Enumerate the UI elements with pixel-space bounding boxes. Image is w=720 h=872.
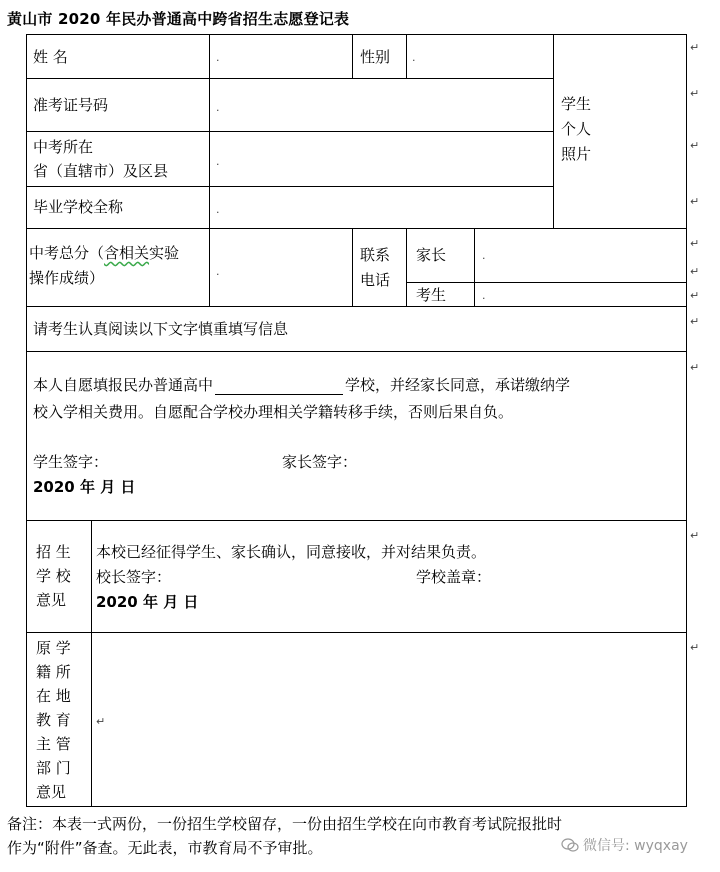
photo-label-line2: 个人 [561, 120, 592, 138]
gender-label: 性别 [360, 48, 391, 66]
province-label-line1: 中考所在 [33, 138, 94, 156]
origin-label: 原 学 籍 所 在 地 教 育 主 管 部 门 意见 [36, 639, 71, 801]
wechat-icon [561, 838, 579, 852]
province-label-line2: 省（直辖市）及区县 [33, 162, 169, 180]
parent-phone-label: 家长 [416, 246, 447, 264]
parent-sign-label: 家长签字： [282, 453, 358, 471]
notice-text: 请考生认真阅读以下文字慎重填写信息 [33, 320, 289, 338]
pledge-line1: 本人自愿填报民办普通高中 学校，并经家长同意，承诺缴纳学 [33, 376, 571, 394]
exam-id-label: 准考证号码 [33, 96, 109, 114]
pledge-line2: 校入学相关费用。自愿配合学校办理相关学籍转移手续，否则后果自负。 [33, 403, 514, 421]
parent-phone-input[interactable]: . [482, 249, 486, 262]
gender-input[interactable]: . [412, 51, 416, 64]
photo-label-line3: 照片 [561, 145, 592, 163]
school-input[interactable]: . [216, 203, 220, 216]
name-input[interactable]: . [216, 51, 220, 64]
student-phone-label: 考生 [416, 286, 447, 304]
name-label: 姓 名 [33, 48, 68, 66]
remark-line1: 备注：本表一式两份，一份招生学校留存，一份由招生学校在向市教育考试院报批时 [7, 815, 563, 833]
pledge-date: 2020 年 月 日 [33, 478, 136, 496]
school-blank[interactable] [215, 378, 343, 395]
principal-sign-label: 校长签字： [96, 568, 172, 586]
form-title: 黄山市 2020 年民办普通高中跨省招生志愿登记表 [7, 10, 350, 28]
exam-id-input[interactable]: . [216, 101, 220, 114]
score-label-line2: 操作成绩） [29, 269, 105, 287]
province-input[interactable]: . [216, 155, 220, 168]
remark-line2: 作为“附件”备查。无此表，市教育局不予审批。 [7, 839, 323, 857]
contact-label-line2: 电话 [360, 271, 391, 289]
school-seal-label: 学校盖章： [416, 568, 492, 586]
student-sign-label: 学生签字： [33, 453, 109, 471]
school-label: 毕业学校全称 [33, 198, 124, 216]
contact-label-line1: 联系 [360, 246, 391, 264]
student-phone-input[interactable]: . [482, 289, 486, 302]
score-label-line1: 中考总分（含相关实验 [29, 244, 180, 262]
admission-label: 招 生 学 校 意见 [36, 543, 71, 609]
admission-date: 2020 年 月 日 [96, 593, 199, 611]
origin-opinion-input[interactable]: ↵ [96, 715, 106, 728]
watermark: 微信号: wyqxay [561, 835, 688, 855]
photo-label-line1: 学生 [561, 95, 592, 113]
admission-statement: 本校已经征得学生、家长确认，同意接收，并对结果负责。 [96, 543, 487, 561]
score-input[interactable]: . [216, 265, 220, 278]
